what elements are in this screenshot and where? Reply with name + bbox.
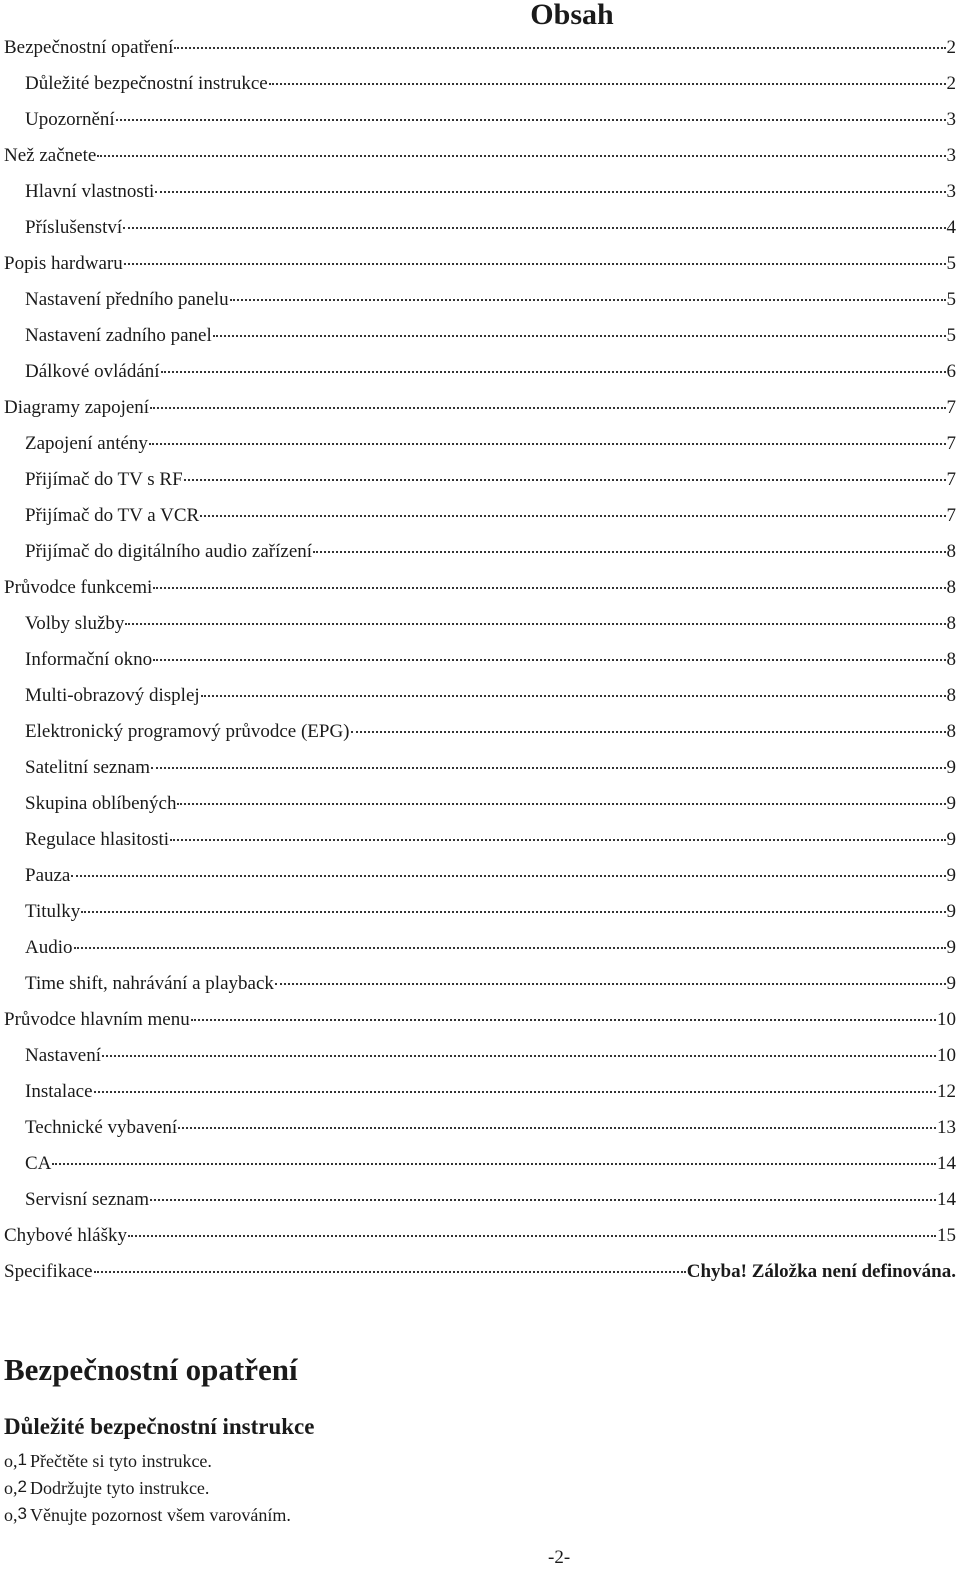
instruction-item bbox=[4, 1448, 291, 1475]
toc-entry[interactable] bbox=[4, 540, 956, 576]
toc-entry-page: 4 bbox=[946, 217, 956, 238]
toc-entry-label: Chybové hlášky bbox=[4, 1225, 127, 1246]
toc-entry[interactable] bbox=[4, 756, 956, 792]
toc-entry[interactable] bbox=[4, 1008, 956, 1044]
toc-entry-label: Technické vybavení bbox=[25, 1117, 178, 1138]
toc-entry[interactable] bbox=[4, 792, 956, 828]
toc-entry-label: Nastavení předního panelu bbox=[25, 289, 229, 310]
toc-leader-dots bbox=[155, 191, 945, 193]
toc-leader-dots bbox=[177, 803, 945, 805]
toc-leader-dots bbox=[124, 263, 946, 265]
toc-entry-label: Diagramy zapojení bbox=[4, 397, 150, 418]
toc-entry-page: 10 bbox=[937, 1045, 956, 1066]
toc-entry-label: Titulky bbox=[25, 901, 81, 922]
toc-entry[interactable] bbox=[4, 180, 956, 216]
toc-entry-label: Satelitní seznam bbox=[25, 757, 151, 778]
instruction-bullet: o, bbox=[4, 1478, 18, 1498]
toc-leader-dots bbox=[269, 83, 946, 85]
toc-leader-dots bbox=[151, 767, 945, 769]
toc-entry-label: Dálkové ovládání bbox=[25, 361, 160, 382]
toc-entry[interactable] bbox=[4, 36, 956, 72]
toc-leader-dots bbox=[184, 479, 946, 481]
toc-leader-dots bbox=[153, 587, 945, 589]
toc-entry-page: 8 bbox=[946, 577, 956, 598]
toc-leader-dots bbox=[174, 47, 945, 49]
toc-entry-label: Elektronický programový průvodce (EPG) bbox=[25, 721, 350, 742]
toc-leader-dots bbox=[128, 1235, 936, 1237]
section-heading: Bezpečnostní opatření bbox=[4, 1352, 298, 1387]
toc-entry-page: 2 bbox=[946, 73, 956, 94]
toc-entry[interactable] bbox=[4, 720, 956, 756]
toc-entry-label: Skupina oblíbených bbox=[25, 793, 177, 814]
toc-leader-dots bbox=[178, 1127, 936, 1129]
toc-entry-page: 9 bbox=[946, 865, 956, 886]
toc-leader-dots bbox=[200, 515, 945, 517]
toc-entry-page: 8 bbox=[946, 613, 956, 634]
toc-entry[interactable] bbox=[4, 612, 956, 648]
toc-leader-dots bbox=[71, 875, 945, 877]
toc-leader-dots bbox=[201, 695, 946, 697]
toc-entry-page: 14 bbox=[937, 1153, 956, 1174]
instruction-number: 1 bbox=[17, 1450, 27, 1469]
toc-leader-dots bbox=[123, 227, 945, 229]
toc-entry[interactable] bbox=[4, 144, 956, 180]
toc-entry-page: 15 bbox=[937, 1225, 956, 1246]
toc-entry[interactable] bbox=[4, 864, 956, 900]
toc-entry[interactable] bbox=[4, 1152, 956, 1188]
instruction-bullet: o, bbox=[4, 1505, 18, 1525]
toc-leader-dots bbox=[125, 623, 945, 625]
toc-entry-page: 9 bbox=[946, 937, 956, 958]
toc-entry-label: Průvodce funkcemi bbox=[4, 577, 153, 598]
toc-leader-dots bbox=[191, 1019, 936, 1021]
table-of-contents bbox=[4, 36, 956, 1296]
toc-entry-label: Specifikace bbox=[4, 1261, 93, 1282]
instruction-text: Věnujte pozornost všem varováním. bbox=[29, 1505, 291, 1525]
toc-entry[interactable] bbox=[4, 576, 956, 612]
toc-entry-label: Volby služby bbox=[25, 613, 125, 634]
toc-leader-dots bbox=[150, 407, 945, 409]
toc-entry-label: Regulace hlasitosti bbox=[25, 829, 170, 850]
toc-leader-dots bbox=[351, 731, 946, 733]
page-number: -2- bbox=[548, 1547, 571, 1568]
instruction-text: Dodržujte tyto instrukce. bbox=[29, 1478, 210, 1498]
toc-entry-label: Instalace bbox=[25, 1081, 93, 1102]
toc-entry-label: Příslušenství bbox=[25, 217, 123, 238]
page-title: Obsah bbox=[530, 0, 614, 31]
toc-leader-dots bbox=[97, 155, 945, 157]
toc-entry-label: Time shift, nahrávání a playback bbox=[25, 973, 274, 994]
toc-entry-label: Hlavní vlastnosti bbox=[25, 181, 155, 202]
toc-entry[interactable] bbox=[4, 828, 956, 864]
toc-entry-label: Servisní seznam bbox=[25, 1189, 150, 1210]
toc-leader-dots bbox=[313, 551, 945, 553]
toc-entry-page: 3 bbox=[946, 145, 956, 166]
toc-entry[interactable] bbox=[4, 396, 956, 432]
toc-entry[interactable] bbox=[4, 252, 956, 288]
toc-entry[interactable] bbox=[4, 684, 956, 720]
toc-entry-label: Přijímač do digitálního audio zařízení bbox=[25, 541, 313, 562]
toc-entry-label: CA bbox=[25, 1153, 52, 1174]
toc-leader-dots bbox=[161, 371, 946, 373]
sub-heading: Důležité bezpečnostní instrukce bbox=[4, 1414, 315, 1439]
toc-leader-dots bbox=[81, 911, 945, 913]
toc-entry-page: 5 bbox=[946, 325, 956, 346]
toc-entry-label: Přijímač do TV a VCR bbox=[25, 505, 200, 526]
toc-entry[interactable] bbox=[4, 360, 956, 396]
toc-leader-dots bbox=[230, 299, 946, 301]
toc-entry-label: Zapojení antény bbox=[25, 433, 148, 454]
toc-leader-dots bbox=[170, 839, 945, 841]
toc-entry-label: Popis hardwaru bbox=[4, 253, 123, 274]
toc-entry-page: 9 bbox=[946, 901, 956, 922]
toc-entry-page: 3 bbox=[946, 181, 956, 202]
toc-entry-page: 10 bbox=[937, 1009, 956, 1030]
toc-leader-dots bbox=[102, 1055, 936, 1057]
toc-entry[interactable] bbox=[4, 72, 956, 108]
instruction-text: Přečtěte si tyto instrukce. bbox=[29, 1451, 212, 1471]
toc-entry-page: 12 bbox=[937, 1081, 956, 1102]
toc-leader-dots bbox=[94, 1271, 686, 1273]
toc-leader-dots bbox=[116, 119, 946, 121]
toc-entry-label: Nastavení bbox=[25, 1045, 101, 1066]
toc-entry-label: Informační okno bbox=[25, 649, 153, 670]
toc-entry-page: 6 bbox=[946, 361, 956, 382]
toc-entry-page: 3 bbox=[946, 109, 956, 130]
toc-leader-dots bbox=[150, 1199, 936, 1201]
toc-entry-label: Pauza bbox=[25, 865, 71, 886]
toc-entry-page: 8 bbox=[946, 721, 956, 742]
toc-leader-dots bbox=[213, 335, 946, 337]
toc-entry-label: Multi-obrazový displej bbox=[25, 685, 200, 706]
toc-entry[interactable] bbox=[4, 1044, 956, 1080]
toc-entry-label: Bezpečnostní opatření bbox=[4, 37, 174, 58]
toc-entry-label: Audio bbox=[25, 937, 73, 958]
instruction-item bbox=[4, 1502, 291, 1529]
toc-leader-dots bbox=[149, 443, 946, 445]
toc-entry[interactable] bbox=[4, 900, 956, 936]
toc-entry-page: 5 bbox=[946, 253, 956, 274]
toc-entry-label: Průvodce hlavním menu bbox=[4, 1009, 190, 1030]
toc-entry-label: Nastavení zadního panel bbox=[25, 325, 212, 346]
toc-entry-label: Než začnete bbox=[4, 145, 97, 166]
toc-entry-page: 14 bbox=[937, 1189, 956, 1210]
toc-entry[interactable] bbox=[4, 432, 956, 468]
instruction-bullet: o, bbox=[4, 1451, 18, 1471]
toc-entry-page: 9 bbox=[946, 973, 956, 994]
toc-entry[interactable] bbox=[4, 108, 956, 144]
toc-entry-page: 9 bbox=[946, 793, 956, 814]
toc-entry-page: 9 bbox=[946, 829, 956, 850]
toc-entry[interactable] bbox=[4, 1080, 956, 1116]
toc-entry-label: Upozornění bbox=[25, 109, 115, 130]
toc-leader-dots bbox=[74, 947, 946, 949]
instruction-number: 3 bbox=[17, 1504, 27, 1523]
toc-entry-label: Důležité bezpečnostní instrukce bbox=[25, 73, 268, 94]
instruction-number: 2 bbox=[17, 1477, 27, 1496]
toc-entry[interactable] bbox=[4, 288, 956, 324]
toc-entry-page: 7 bbox=[946, 397, 956, 418]
toc-entry[interactable] bbox=[4, 216, 956, 252]
toc-entry-page: 7 bbox=[946, 505, 956, 526]
toc-entry-page: 13 bbox=[937, 1117, 956, 1138]
toc-entry[interactable] bbox=[4, 1116, 956, 1152]
toc-leader-dots bbox=[52, 1163, 936, 1165]
instruction-item bbox=[4, 1475, 291, 1502]
toc-entry-page: 8 bbox=[946, 685, 956, 706]
toc-entry-page: 2 bbox=[946, 37, 956, 58]
toc-entry-page: 7 bbox=[946, 433, 956, 454]
toc-entry-page: 7 bbox=[946, 469, 956, 490]
toc-entry[interactable] bbox=[4, 972, 956, 1008]
instruction-list bbox=[4, 1448, 291, 1529]
toc-entry[interactable] bbox=[4, 324, 956, 360]
toc-entry[interactable] bbox=[4, 648, 956, 684]
toc-entry[interactable] bbox=[4, 1260, 956, 1296]
toc-entry-page: 8 bbox=[946, 541, 956, 562]
toc-leader-dots bbox=[94, 1091, 936, 1093]
toc-leader-dots bbox=[275, 983, 946, 985]
toc-entry-label: Přijímač do TV s RF bbox=[25, 469, 183, 490]
toc-entry-page: 8 bbox=[946, 649, 956, 670]
toc-entry-page: 5 bbox=[946, 289, 956, 310]
toc-entry[interactable] bbox=[4, 936, 956, 972]
toc-entry[interactable] bbox=[4, 504, 956, 540]
toc-entry[interactable] bbox=[4, 1224, 956, 1260]
toc-entry[interactable] bbox=[4, 468, 956, 504]
toc-leader-dots bbox=[153, 659, 945, 661]
toc-entry-page: 9 bbox=[946, 757, 956, 778]
toc-entry-page: Chyba! Záložka není definována. bbox=[686, 1261, 956, 1282]
toc-entry[interactable] bbox=[4, 1188, 956, 1224]
